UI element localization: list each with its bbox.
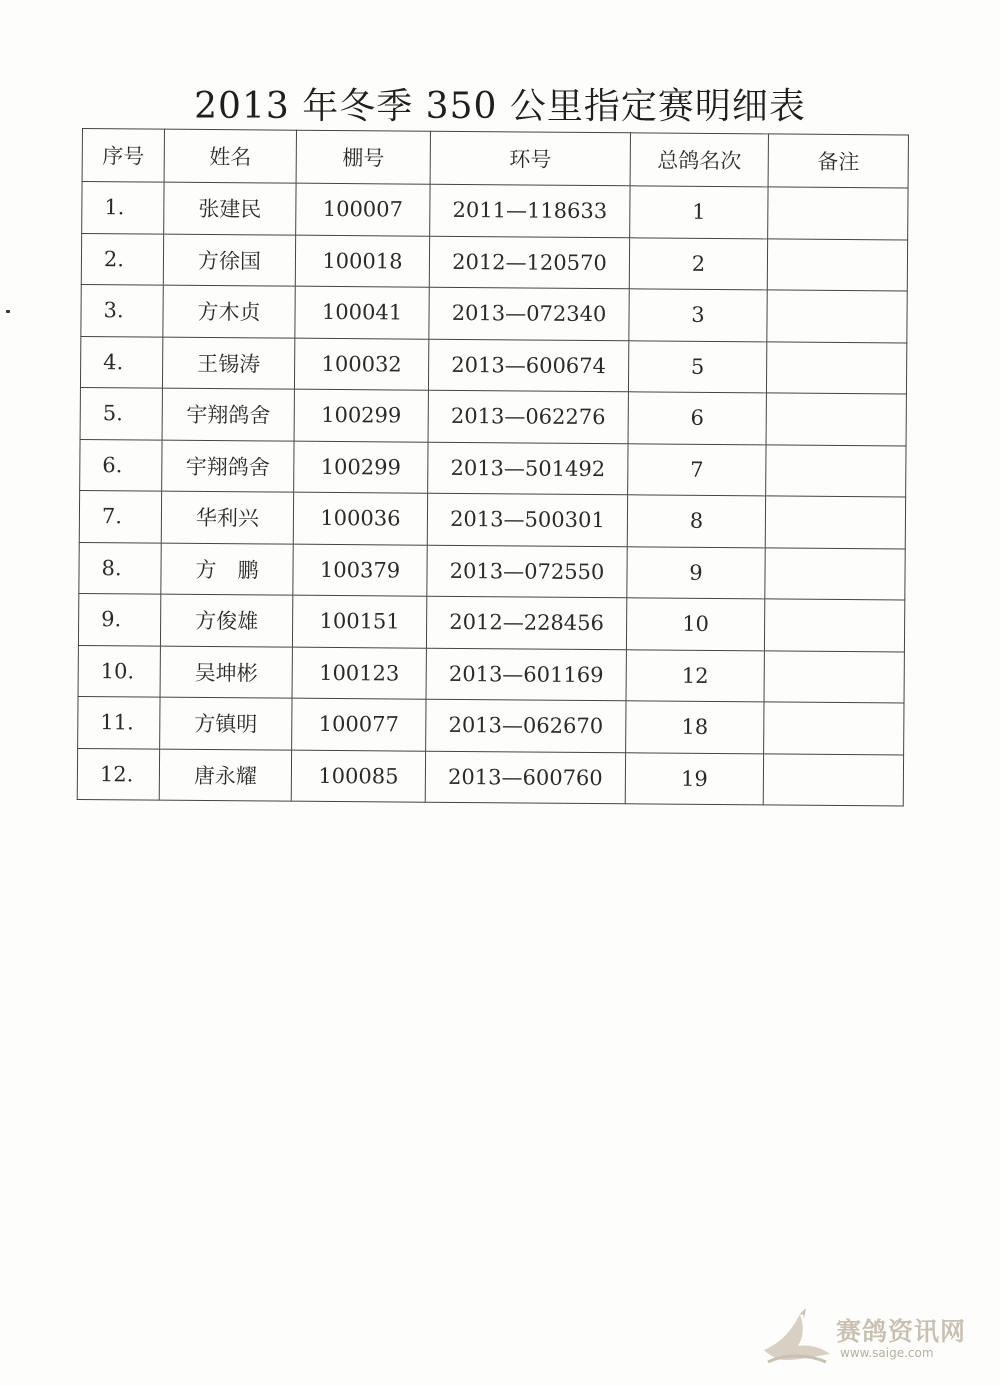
cell-loft: 100007 — [296, 183, 430, 236]
cell-loft: 100379 — [293, 544, 427, 597]
cell-note — [766, 341, 906, 394]
table-row — [81, 233, 907, 291]
watermark-url: www.saige.com — [840, 1346, 934, 1360]
cell-note — [766, 444, 906, 497]
cell-rank: 19 — [625, 752, 763, 805]
table-row — [78, 696, 904, 754]
cell-name: 唐永耀 — [159, 749, 291, 802]
table-row — [80, 336, 906, 394]
cell-loft: 100036 — [293, 492, 427, 545]
table-header-row — [82, 129, 908, 188]
cell-loft: 100085 — [291, 750, 425, 803]
cell-note — [768, 187, 908, 240]
cell-rank: 5 — [628, 340, 766, 393]
table-row — [79, 490, 905, 548]
cell-ring: 2013—601169 — [426, 648, 626, 701]
cell-seq: 12. — [77, 748, 159, 800]
cell-rank: 6 — [628, 392, 766, 445]
cell-rank: 12 — [626, 649, 764, 702]
table-row — [81, 284, 907, 342]
cell-name: 宇翔鸽舍 — [162, 440, 294, 493]
cell-seq: 8. — [79, 542, 161, 594]
header-loft: 棚号 — [296, 130, 430, 184]
cell-loft: 100077 — [292, 698, 426, 751]
cell-loft: 100041 — [295, 286, 429, 339]
cell-rank: 3 — [629, 289, 767, 342]
cell-seq: 2. — [81, 233, 163, 285]
cell-ring: 2012—228456 — [426, 596, 626, 649]
cell-note — [767, 290, 907, 343]
cell-name: 方木贞 — [163, 285, 295, 338]
results-table — [77, 128, 909, 806]
cell-seq: 5. — [80, 387, 162, 439]
cell-loft: 100151 — [292, 595, 426, 648]
cell-name: 方镇明 — [160, 697, 292, 750]
cell-note — [763, 753, 903, 806]
cell-rank: 9 — [627, 546, 765, 599]
cell-seq: 10. — [78, 645, 160, 697]
table-row — [82, 182, 908, 240]
cell-loft: 100018 — [295, 235, 429, 288]
cell-rank: 18 — [626, 701, 764, 754]
cell-name: 宇翔鸽舍 — [162, 388, 294, 441]
table-row — [78, 645, 904, 703]
cell-note — [764, 650, 904, 703]
cell-ring: 2011—118633 — [430, 184, 630, 237]
cell-note — [764, 702, 904, 755]
cell-loft: 100123 — [292, 647, 426, 700]
cell-ring: 2013—600760 — [425, 751, 625, 804]
table-row — [80, 439, 906, 497]
cell-name: 方俊雄 — [160, 594, 292, 647]
cell-seq: 4. — [80, 336, 162, 388]
pigeon-logo-icon — [760, 1304, 834, 1366]
cell-loft: 100299 — [294, 441, 428, 494]
cell-note — [765, 547, 905, 600]
cell-loft: 100032 — [294, 338, 428, 391]
cell-seq: 1. — [82, 182, 164, 234]
cell-ring: 2013—072550 — [427, 545, 627, 598]
table-body — [77, 182, 908, 806]
header-rank: 总鸽名次 — [630, 133, 768, 187]
cell-rank: 10 — [626, 598, 764, 651]
header-ring: 环号 — [430, 131, 630, 186]
cell-ring: 2013—600674 — [428, 339, 628, 392]
header-name: 姓名 — [164, 129, 296, 183]
cell-seq: 6. — [80, 439, 162, 491]
cell-name: 吴坤彬 — [160, 646, 292, 699]
table-row — [77, 748, 903, 806]
cell-ring: 2013—062276 — [428, 390, 628, 443]
scan-speck — [6, 310, 10, 313]
cell-ring: 2012—120570 — [429, 236, 629, 289]
cell-ring: 2013—062670 — [426, 699, 626, 752]
header-note: 备注 — [768, 134, 908, 188]
watermark-text: 赛鸽资讯网 — [836, 1317, 967, 1346]
cell-ring: 2013—501492 — [428, 442, 628, 495]
cell-note — [767, 238, 907, 291]
table-row — [80, 387, 906, 445]
cell-rank: 1 — [630, 186, 768, 239]
cell-note — [764, 599, 904, 652]
table-row — [79, 542, 905, 600]
cell-seq: 9. — [78, 593, 160, 645]
cell-seq: 3. — [81, 284, 163, 336]
cell-ring: 2013—500301 — [427, 493, 627, 546]
cell-name: 张建民 — [164, 182, 296, 235]
table-row — [78, 593, 904, 651]
cell-seq: 7. — [79, 490, 161, 542]
cell-note — [766, 393, 906, 446]
cell-name: 方 鹏 — [161, 543, 293, 596]
header-seq: 序号 — [82, 129, 164, 183]
cell-ring: 2013—072340 — [429, 287, 629, 340]
watermark — [760, 1300, 980, 1370]
cell-note — [765, 496, 905, 549]
cell-name: 方徐国 — [163, 234, 295, 287]
cell-rank: 2 — [629, 237, 767, 290]
cell-rank: 8 — [627, 495, 765, 548]
cell-name: 王锡涛 — [162, 337, 294, 390]
cell-name: 华利兴 — [161, 491, 293, 544]
cell-rank: 7 — [628, 443, 766, 496]
page-title: 2013 年冬季 350 公里指定赛明细表 — [194, 86, 806, 127]
cell-loft: 100299 — [294, 389, 428, 442]
cell-seq: 11. — [78, 696, 160, 748]
